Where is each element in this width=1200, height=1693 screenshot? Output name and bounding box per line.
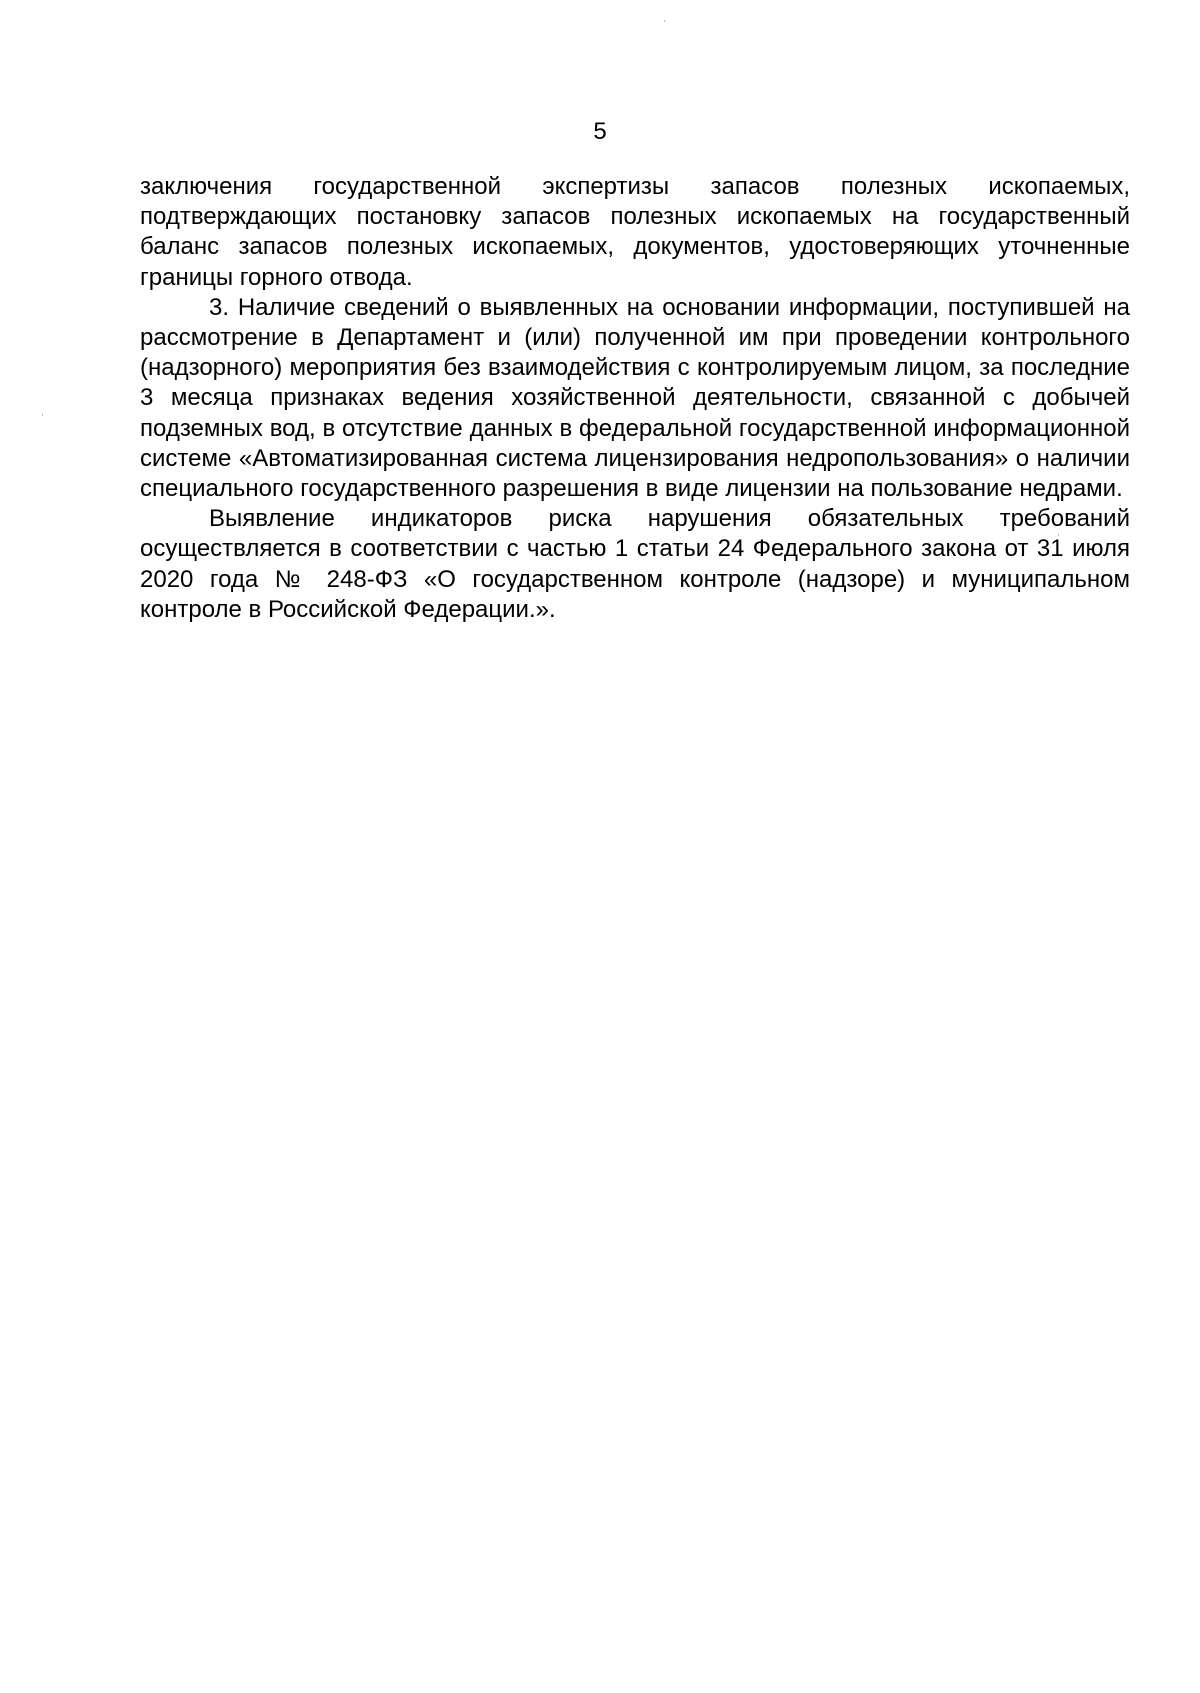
page-number: 5 <box>593 118 607 145</box>
document-body <box>140 172 1130 625</box>
paragraph-continuation: заключения государственной экспертизы запасов полезных ископаемых, подтверждающих постановку запасов полезных ископаемых на государственный баланс запасов полезных ископаемых, документов, удостоверяющих уточненные границы горного отвода. <box>140 173 1130 291</box>
paragraph-item-3: 3. Наличие сведений о выявленных на основании информации, поступившей на рассмотрение в Департамент и (или) полученной им при проведении контрольного (надзорного) мероприятия без взаимодействия с контролируемым лицом, за последние 3 месяца признаках ведения хозяйственной деятельности, связанной с добычей подземных вод, в отсутствие данных в федеральной государственной информационной системе «Автоматизированная система лицензирования недропользования» о наличии специального государственного разрешения в виде лицензии на пользование недрами. <box>140 293 1130 503</box>
paragraph-risk-indicators: Выявление индикаторов риска нарушения обязательных требований осуществляется в соответствии с частью 1 статьи 24 Федерального закона от 31 июля 2020 года № 248-ФЗ «О государственном контроле (надзоре) и муниципальном контроле в Российской Федерации.». <box>140 505 1130 623</box>
scan-speck <box>664 20 665 22</box>
scan-speck <box>42 414 43 416</box>
